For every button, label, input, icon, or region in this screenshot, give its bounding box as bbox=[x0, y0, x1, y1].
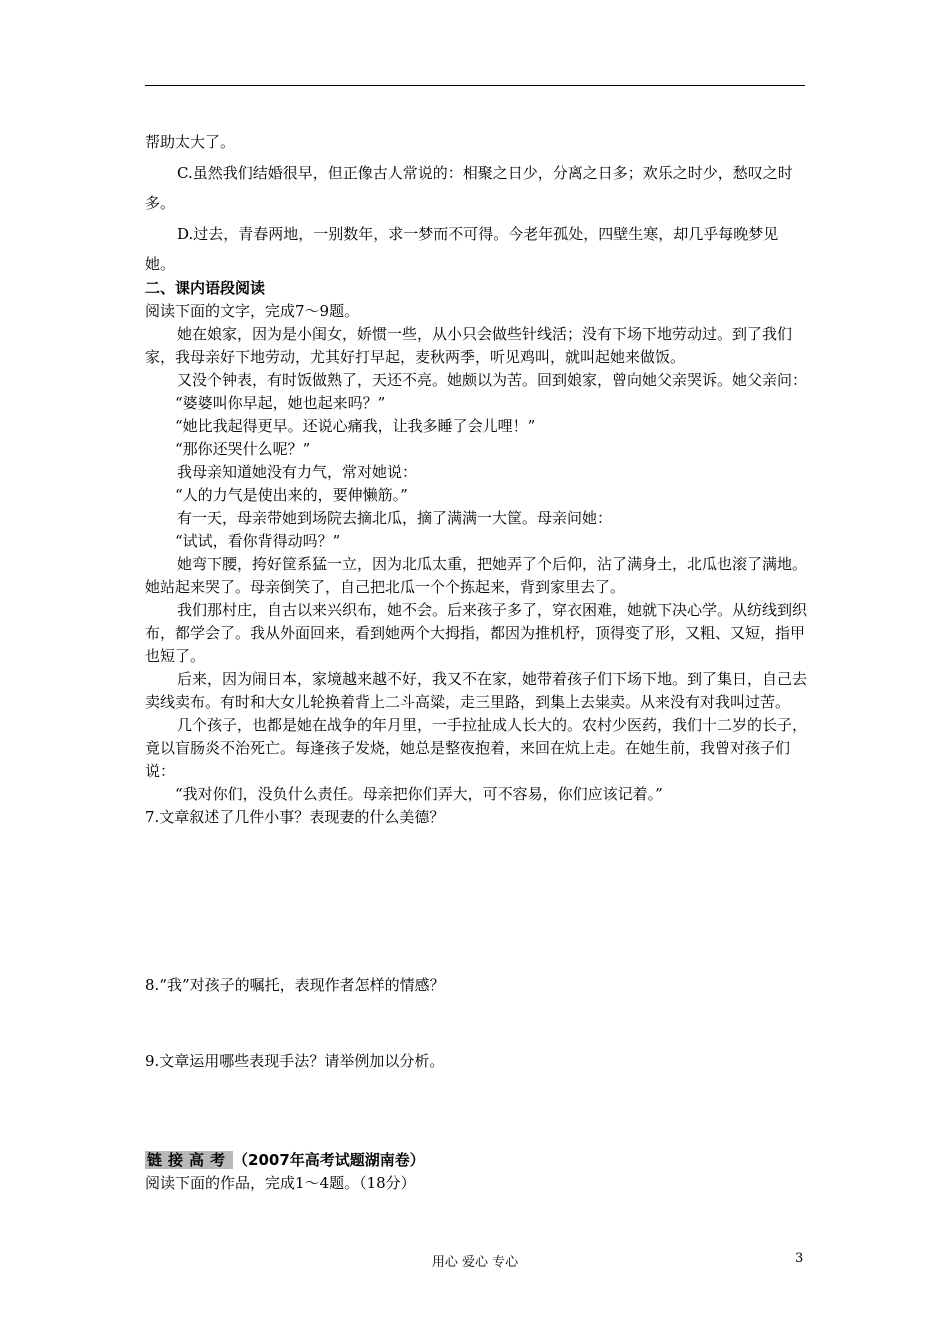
link-instruction: 阅读下面的作品，完成1～4题。（18分） bbox=[145, 1174, 416, 1192]
question-7: 7.文章叙述了几件小事？表现妻的什么美德？ bbox=[145, 808, 445, 826]
paragraph: 我们那村庄，自古以来兴织布，她不会。后来孩子多了，穿衣困难，她就下决心学。从纺线到织布，都学会了。我从外面回来，看到她两个大拇指，都因为推机杼，顶得变了形，又粗、又短，指甲也短了。 bbox=[145, 601, 808, 665]
reading-passage bbox=[145, 300, 807, 829]
dialogue-line: “试试，看你背得动吗？” bbox=[175, 532, 341, 550]
paragraph: 几个孩子，也都是她在战争的年月里，一手拉扯成人长大的。农村少医药，我们十二岁的长子，竟以盲肠炎不治死亡。每逢孩子发烧，她总是整夜抱着，来回在炕上走。在她生前，我曾对孩子们说： bbox=[145, 716, 808, 780]
link-heading bbox=[145, 1149, 807, 1172]
dialogue-line: “我对你们，没负什么责任。母亲把你们弄大，可不容易，你们应该记着。” bbox=[175, 785, 663, 803]
dialogue-line: “她比我起得更早。还说心痛我，让我多睡了会儿哩！” bbox=[175, 417, 536, 435]
dialogue-line: “婆婆叫你早起，她也起来吗？” bbox=[175, 394, 386, 412]
dialogue-line: “那你还哭什么呢？” bbox=[175, 440, 311, 458]
paragraph: 她弯下腰，挎好筐系猛一立，因为北瓜太重，把她弄了个后仰，沾了满身土，北瓜也滚了满地。她站起来哭了。母亲倒笑了，自己把北瓜一个个拣起来，背到家里去了。 bbox=[145, 555, 808, 596]
link-tag: 链接高考 bbox=[147, 1151, 232, 1169]
paragraph: 她在娘家，因为是小闺女，娇惯一些，从小只会做些针线活；没有下场下地劳动过。到了我们家，我母亲好下地劳动，尤其好打早起，麦秋两季，听见鸡叫，就叫起她来做饭。 bbox=[145, 325, 793, 366]
link-source: （2007年高考试题湖南卷） bbox=[233, 1151, 425, 1169]
paragraph: 我母亲知道她没有力气，常对她说： bbox=[177, 463, 418, 481]
instruction: 阅读下面的文字，完成7～9题。 bbox=[145, 302, 360, 320]
section-heading: 二、课内语段阅读 bbox=[145, 279, 266, 297]
paragraph: 又没个钟表，有时饭做熟了，天还不亮。她颇以为苦。回到娘家，曾向她父亲哭诉。她父亲问： bbox=[177, 371, 808, 389]
option-d: D.过去，青春两地，一别数年，求一梦而不可得。今老年孤处，四壁生寒，却几乎每晚梦见她。 bbox=[145, 225, 779, 273]
header-rule bbox=[145, 85, 805, 86]
question-9: 9.文章运用哪些表现手法？请举例加以分析。 bbox=[145, 1052, 445, 1070]
dialogue-line: “人的力气是使出来的，要伸懒筋。” bbox=[175, 486, 408, 504]
footer-text: 用心 爱心 专心 bbox=[431, 1255, 519, 1270]
option-c: C.虽然我们结婚很早，但正像古人常说的：相聚之日少，分离之日多；欢乐之时少，愁叹之时多。 bbox=[145, 164, 793, 212]
paragraph: 有一天，母亲带她到场院去摘北瓜，摘了满满一大筐。母亲问她： bbox=[177, 509, 613, 527]
paragraph: 后来，因为闹日本，家境越来越不好，我又不在家，她带着孩子们下场下地。到了集日，自己去卖线卖布。有时和大女儿轮换着背上二斗高粱，走三里路，到集上去粜卖。从来没有对我叫过苦。 bbox=[145, 670, 808, 711]
continued-text: 帮助太大了。 bbox=[145, 133, 236, 151]
page-number: 3 bbox=[795, 1251, 804, 1266]
question-8: 8.“我”对孩子的嘱托，表现作者怎样的情感？ bbox=[145, 976, 445, 994]
